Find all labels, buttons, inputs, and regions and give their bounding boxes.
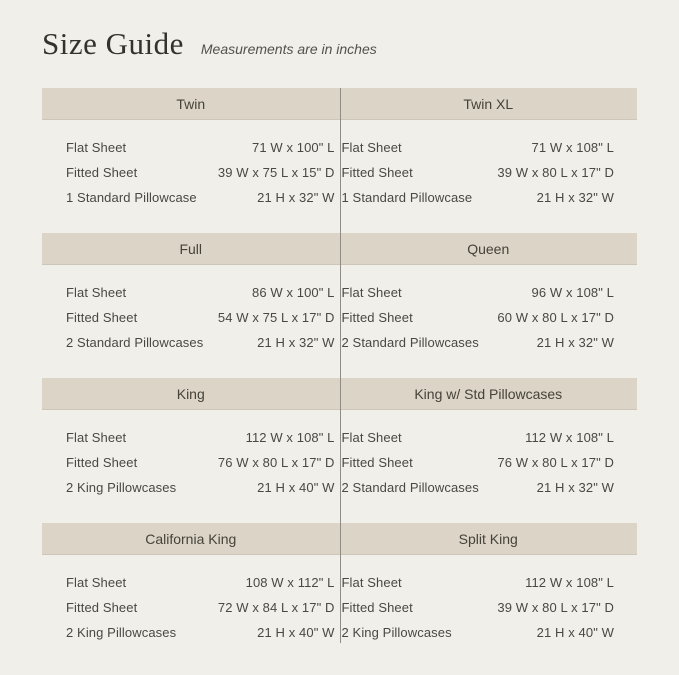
- spec-label: Fitted Sheet: [341, 310, 413, 325]
- spec-label: Flat Sheet: [66, 140, 127, 155]
- spec-label: 2 King Pillowcases: [341, 625, 452, 640]
- spec-label: 1 Standard Pillowcase: [341, 190, 473, 205]
- size-section: [42, 378, 340, 500]
- spec-label: Fitted Sheet: [66, 455, 138, 470]
- spec-value: 39 W x 75 L x 15" D: [217, 165, 335, 180]
- section-rows: [340, 570, 638, 645]
- spec-value: 112 W x 108" L: [525, 575, 614, 590]
- size-section: [340, 523, 638, 645]
- spec-row: [66, 185, 335, 210]
- spec-value: 21 H x 32" W: [257, 190, 335, 205]
- spec-value: 112 W x 108" L: [245, 430, 335, 445]
- spec-value: 54 W x 75 L x 17" D: [217, 310, 335, 325]
- section-rows: [42, 280, 340, 355]
- spec-value: 108 W x 112" L: [245, 575, 335, 590]
- size-section-header: California King: [42, 523, 340, 555]
- size-section: [42, 233, 340, 355]
- spec-row: [66, 425, 335, 450]
- spec-label: 2 King Pillowcases: [66, 480, 177, 495]
- spec-label: Fitted Sheet: [341, 455, 413, 470]
- section-rows: [42, 135, 340, 210]
- spec-label: Fitted Sheet: [66, 600, 138, 615]
- page-title: Size Guide: [42, 26, 184, 61]
- spec-row: [66, 280, 335, 305]
- spec-value: 21 H x 40" W: [257, 480, 335, 495]
- spec-row: [66, 135, 335, 160]
- spec-row: [66, 305, 335, 330]
- spec-value: 21 H x 32" W: [536, 480, 614, 495]
- spec-label: 1 Standard Pillowcase: [66, 190, 197, 205]
- section-rows: [42, 425, 340, 500]
- spec-label: Fitted Sheet: [341, 165, 413, 180]
- spec-row: [66, 450, 335, 475]
- section-rows: [340, 135, 638, 210]
- spec-value: 71 W x 100" L: [251, 140, 335, 155]
- section-rows: [340, 280, 638, 355]
- spec-value: 21 H x 32" W: [257, 335, 335, 350]
- spec-value: 21 H x 40" W: [257, 625, 335, 640]
- spec-label: Fitted Sheet: [66, 310, 138, 325]
- size-section-header: Twin XL: [340, 88, 638, 120]
- spec-row: [66, 475, 335, 500]
- spec-value: 39 W x 80 L x 17" D: [497, 600, 614, 615]
- size-section-header: King: [42, 378, 340, 410]
- spec-label: Flat Sheet: [341, 575, 402, 590]
- vertical-divider: [340, 88, 341, 643]
- spec-value: 21 H x 40" W: [536, 625, 614, 640]
- size-section-header: Split King: [340, 523, 638, 555]
- spec-label: 2 Standard Pillowcases: [341, 335, 479, 350]
- spec-value: 71 W x 108" L: [531, 140, 614, 155]
- section-rows: [340, 425, 638, 500]
- spec-row: [342, 280, 615, 305]
- spec-row: [342, 305, 615, 330]
- size-section: [42, 88, 340, 210]
- spec-label: 2 Standard Pillowcases: [66, 335, 204, 350]
- spec-value: 39 W x 80 L x 17" D: [497, 165, 614, 180]
- spec-label: Flat Sheet: [66, 430, 127, 445]
- spec-value: 21 H x 32" W: [536, 335, 614, 350]
- spec-row: [66, 160, 335, 185]
- size-section: [340, 378, 638, 500]
- spec-row: [342, 425, 615, 450]
- size-grid: [42, 88, 637, 645]
- spec-value: 112 W x 108" L: [525, 430, 614, 445]
- spec-value: 72 W x 84 L x 17" D: [217, 600, 335, 615]
- spec-row: [66, 620, 335, 645]
- spec-value: 76 W x 80 L x 17" D: [217, 455, 335, 470]
- size-section-header: King w/ Std Pillowcases: [340, 378, 638, 410]
- spec-label: Fitted Sheet: [341, 600, 413, 615]
- spec-row: [342, 595, 615, 620]
- spec-value: 76 W x 80 L x 17" D: [497, 455, 614, 470]
- spec-row: [342, 185, 615, 210]
- spec-label: Flat Sheet: [66, 285, 127, 300]
- spec-value: 86 W x 100" L: [251, 285, 335, 300]
- size-section-header: Queen: [340, 233, 638, 265]
- spec-label: 2 Standard Pillowcases: [341, 480, 479, 495]
- spec-row: [342, 570, 615, 595]
- spec-value: 96 W x 108" L: [531, 285, 614, 300]
- size-section-header: Full: [42, 233, 340, 265]
- spec-row: [342, 330, 615, 355]
- section-rows: [42, 570, 340, 645]
- spec-value: 60 W x 80 L x 17" D: [497, 310, 614, 325]
- spec-label: Flat Sheet: [341, 140, 402, 155]
- spec-value: 21 H x 32" W: [536, 190, 614, 205]
- spec-row: [342, 620, 615, 645]
- title-row: [42, 26, 637, 66]
- spec-row: [342, 160, 615, 185]
- spec-label: Fitted Sheet: [66, 165, 138, 180]
- spec-row: [66, 595, 335, 620]
- spec-row: [66, 570, 335, 595]
- spec-row: [342, 450, 615, 475]
- page-subtitle: Measurements are in inches: [200, 41, 377, 57]
- spec-label: Flat Sheet: [341, 285, 402, 300]
- spec-row: [66, 330, 335, 355]
- spec-label: Flat Sheet: [66, 575, 127, 590]
- spec-row: [342, 135, 615, 160]
- size-section: [340, 233, 638, 355]
- size-section: [42, 523, 340, 645]
- spec-row: [342, 475, 615, 500]
- size-section: [340, 88, 638, 210]
- spec-label: Flat Sheet: [341, 430, 402, 445]
- size-section-header: Twin: [42, 88, 340, 120]
- spec-label: 2 King Pillowcases: [66, 625, 177, 640]
